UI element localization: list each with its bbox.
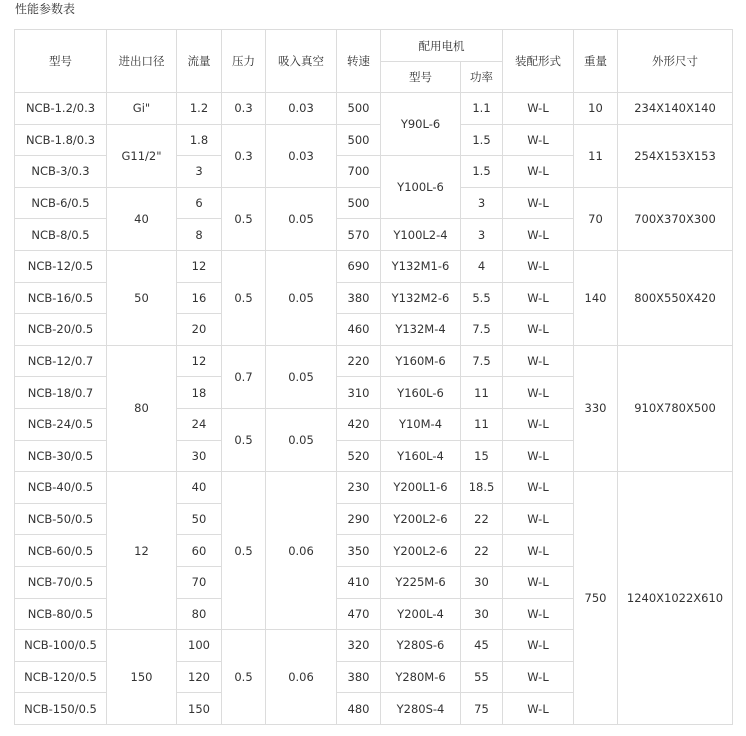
flow-cell: 12 (177, 250, 222, 282)
mount-cell: W-L (503, 282, 574, 314)
port-cell: 50 (107, 250, 177, 345)
table-row (15, 187, 733, 219)
model-cell: NCB-40/0.5 (15, 472, 107, 504)
header-speed: 转速 (337, 30, 381, 93)
dims-cell: 910X780X500 (618, 345, 733, 471)
motor-power-cell: 30 (461, 598, 503, 630)
mount-cell: W-L (503, 440, 574, 472)
speed-cell: 350 (337, 535, 381, 567)
flow-cell: 18 (177, 377, 222, 409)
mount-cell: W-L (503, 630, 574, 662)
motor-model-cell: Y225M-6 (381, 566, 461, 598)
model-cell: NCB-24/0.5 (15, 408, 107, 440)
flow-cell: 40 (177, 472, 222, 504)
flow-cell: 24 (177, 408, 222, 440)
mount-cell: W-L (503, 377, 574, 409)
vacuum-cell: 0.03 (266, 93, 337, 125)
port-cell: G11/2" (107, 124, 177, 187)
motor-model-cell: Y200L2-6 (381, 503, 461, 535)
mount-cell: W-L (503, 693, 574, 725)
motor-power-cell: 55 (461, 661, 503, 693)
mount-cell: W-L (503, 535, 574, 567)
mount-cell: W-L (503, 345, 574, 377)
motor-model-cell: Y160M-6 (381, 345, 461, 377)
speed-cell: 520 (337, 440, 381, 472)
motor-power-cell: 4 (461, 250, 503, 282)
vacuum-cell: 0.05 (266, 187, 337, 250)
header-motor: 配用电机 (381, 30, 503, 62)
mount-cell: W-L (503, 93, 574, 125)
speed-cell: 230 (337, 472, 381, 504)
model-cell: NCB-120/0.5 (15, 661, 107, 693)
model-cell: NCB-70/0.5 (15, 566, 107, 598)
motor-model-cell: Y10M-4 (381, 408, 461, 440)
motor-power-cell: 1.5 (461, 124, 503, 156)
motor-model-cell: Y200L2-6 (381, 535, 461, 567)
motor-model-cell: Y100L2-4 (381, 219, 461, 251)
mount-cell: W-L (503, 408, 574, 440)
dims-cell: 800X550X420 (618, 250, 733, 345)
flow-cell: 12 (177, 345, 222, 377)
speed-cell: 500 (337, 93, 381, 125)
model-cell: NCB-6/0.5 (15, 187, 107, 219)
speed-cell: 420 (337, 408, 381, 440)
motor-power-cell: 75 (461, 693, 503, 725)
flow-cell: 8 (177, 219, 222, 251)
mount-cell: W-L (503, 314, 574, 346)
pressure-cell: 0.5 (222, 408, 266, 471)
weight-cell: 10 (574, 93, 618, 125)
model-cell: NCB-12/0.7 (15, 345, 107, 377)
mount-cell: W-L (503, 472, 574, 504)
model-cell: NCB-18/0.7 (15, 377, 107, 409)
motor-model-cell: Y160L-6 (381, 377, 461, 409)
mount-cell: W-L (503, 187, 574, 219)
header-mount: 装配形式 (503, 30, 574, 93)
model-cell: NCB-80/0.5 (15, 598, 107, 630)
mount-cell: W-L (503, 156, 574, 188)
header-dims: 外形尺寸 (618, 30, 733, 93)
model-cell: NCB-1.8/0.3 (15, 124, 107, 156)
speed-cell: 470 (337, 598, 381, 630)
motor-power-cell: 11 (461, 377, 503, 409)
vacuum-cell: 0.05 (266, 408, 337, 471)
motor-model-cell: Y90L-6 (381, 93, 461, 156)
port-cell: 80 (107, 345, 177, 471)
speed-cell: 500 (337, 124, 381, 156)
motor-power-cell: 22 (461, 503, 503, 535)
motor-power-cell: 7.5 (461, 345, 503, 377)
speed-cell: 380 (337, 282, 381, 314)
dims-cell: 254X153X153 (618, 124, 733, 187)
motor-power-cell: 1.1 (461, 93, 503, 125)
pressure-cell: 0.7 (222, 345, 266, 408)
flow-cell: 50 (177, 503, 222, 535)
motor-model-cell: Y160L-4 (381, 440, 461, 472)
motor-power-cell: 18.5 (461, 472, 503, 504)
mount-cell: W-L (503, 598, 574, 630)
flow-cell: 1.8 (177, 124, 222, 156)
vacuum-cell: 0.03 (266, 124, 337, 187)
motor-power-cell: 1.5 (461, 156, 503, 188)
flow-cell: 150 (177, 693, 222, 725)
motor-power-cell: 3 (461, 219, 503, 251)
speed-cell: 310 (337, 377, 381, 409)
pressure-cell: 0.5 (222, 187, 266, 250)
port-cell: 40 (107, 187, 177, 250)
pressure-cell: 0.5 (222, 472, 266, 630)
weight-cell: 750 (574, 472, 618, 725)
motor-model-cell: Y280M-6 (381, 661, 461, 693)
model-cell: NCB-16/0.5 (15, 282, 107, 314)
performance-parameter-table (14, 29, 733, 725)
table-row (15, 250, 733, 282)
weight-cell: 330 (574, 345, 618, 471)
port-cell: Gi" (107, 93, 177, 125)
motor-power-cell: 22 (461, 535, 503, 567)
dims-cell: 700X370X300 (618, 187, 733, 250)
table-caption: 性能参数表 (15, 2, 76, 16)
flow-cell: 16 (177, 282, 222, 314)
flow-cell: 20 (177, 314, 222, 346)
mount-cell: W-L (503, 503, 574, 535)
model-cell: NCB-8/0.5 (15, 219, 107, 251)
mount-cell: W-L (503, 566, 574, 598)
header-pressure: 压力 (222, 30, 266, 93)
motor-power-cell: 11 (461, 408, 503, 440)
model-cell: NCB-30/0.5 (15, 440, 107, 472)
weight-cell: 140 (574, 250, 618, 345)
flow-cell: 60 (177, 535, 222, 567)
speed-cell: 320 (337, 630, 381, 662)
flow-cell: 6 (177, 187, 222, 219)
speed-cell: 380 (337, 661, 381, 693)
model-cell: NCB-50/0.5 (15, 503, 107, 535)
header-motor-power: 功率 (461, 62, 503, 93)
weight-cell: 11 (574, 124, 618, 187)
dims-cell: 234X140X140 (618, 93, 733, 125)
pressure-cell: 0.3 (222, 93, 266, 125)
motor-power-cell: 45 (461, 630, 503, 662)
flow-cell: 1.2 (177, 93, 222, 125)
dims-cell: 1240X1022X610 (618, 472, 733, 725)
mount-cell: W-L (503, 219, 574, 251)
motor-model-cell: Y100L-6 (381, 156, 461, 219)
motor-model-cell: Y132M2-6 (381, 282, 461, 314)
motor-power-cell: 7.5 (461, 314, 503, 346)
header-weight: 重量 (574, 30, 618, 93)
table-row (15, 93, 733, 125)
flow-cell: 70 (177, 566, 222, 598)
motor-model-cell: Y132M1-6 (381, 250, 461, 282)
speed-cell: 220 (337, 345, 381, 377)
motor-power-cell: 15 (461, 440, 503, 472)
header-flow: 流量 (177, 30, 222, 93)
port-cell: 12 (107, 472, 177, 630)
port-cell: 150 (107, 630, 177, 725)
vacuum-cell: 0.05 (266, 250, 337, 345)
motor-model-cell: Y200L1-6 (381, 472, 461, 504)
mount-cell: W-L (503, 250, 574, 282)
motor-power-cell: 5.5 (461, 282, 503, 314)
weight-cell: 70 (574, 187, 618, 250)
motor-model-cell: Y200L-4 (381, 598, 461, 630)
mount-cell: W-L (503, 124, 574, 156)
speed-cell: 500 (337, 187, 381, 219)
header-port: 进出口径 (107, 30, 177, 93)
flow-cell: 3 (177, 156, 222, 188)
speed-cell: 690 (337, 250, 381, 282)
flow-cell: 120 (177, 661, 222, 693)
vacuum-cell: 0.06 (266, 630, 337, 725)
table-row (15, 472, 733, 504)
motor-power-cell: 3 (461, 187, 503, 219)
flow-cell: 100 (177, 630, 222, 662)
speed-cell: 570 (337, 219, 381, 251)
motor-model-cell: Y132M-4 (381, 314, 461, 346)
flow-cell: 30 (177, 440, 222, 472)
speed-cell: 700 (337, 156, 381, 188)
model-cell: NCB-150/0.5 (15, 693, 107, 725)
model-cell: NCB-100/0.5 (15, 630, 107, 662)
speed-cell: 480 (337, 693, 381, 725)
table-row (15, 345, 733, 377)
vacuum-cell: 0.05 (266, 345, 337, 408)
mount-cell: W-L (503, 661, 574, 693)
header-model: 型号 (15, 30, 107, 93)
motor-model-cell: Y280S-6 (381, 630, 461, 662)
header-motor-model: 型号 (381, 62, 461, 93)
pressure-cell: 0.5 (222, 630, 266, 725)
pressure-cell: 0.3 (222, 124, 266, 187)
vacuum-cell: 0.06 (266, 472, 337, 630)
header-row-1 (15, 30, 733, 62)
flow-cell: 80 (177, 598, 222, 630)
speed-cell: 410 (337, 566, 381, 598)
model-cell: NCB-3/0.3 (15, 156, 107, 188)
model-cell: NCB-60/0.5 (15, 535, 107, 567)
motor-model-cell: Y280S-4 (381, 693, 461, 725)
model-cell: NCB-20/0.5 (15, 314, 107, 346)
motor-power-cell: 30 (461, 566, 503, 598)
speed-cell: 290 (337, 503, 381, 535)
speed-cell: 460 (337, 314, 381, 346)
header-vacuum: 吸入真空 (266, 30, 337, 93)
table-row (15, 124, 733, 156)
pressure-cell: 0.5 (222, 250, 266, 345)
model-cell: NCB-1.2/0.3 (15, 93, 107, 125)
model-cell: NCB-12/0.5 (15, 250, 107, 282)
